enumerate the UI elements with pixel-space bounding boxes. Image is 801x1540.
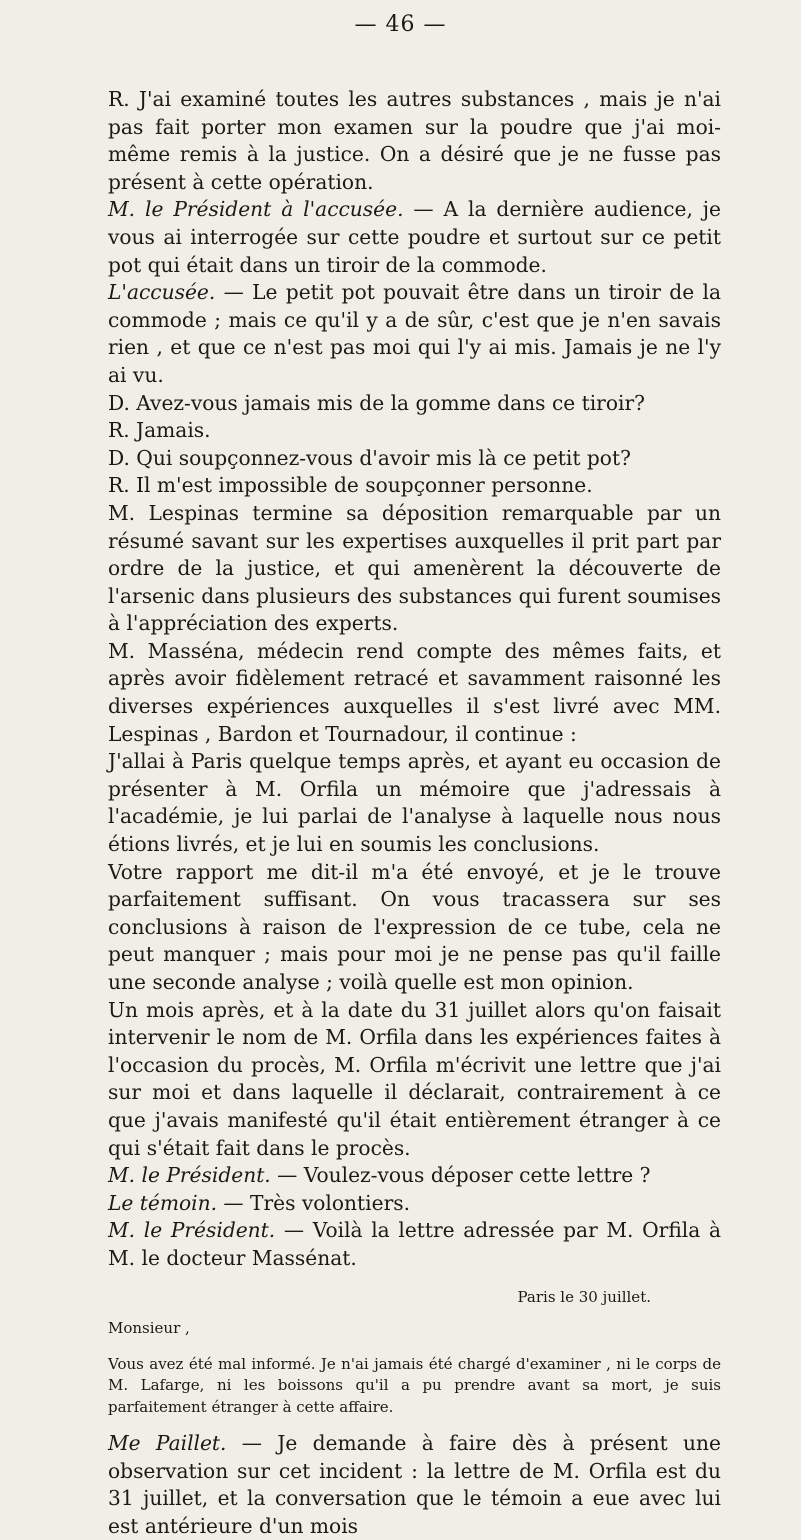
paragraph: M. Lespinas termine sa déposition remarquable par un résumé savant sur les expertises auxquelles il prit part par ordre de la justice, et qui amenèrent la découverte de l'arsenic dans plusieurs des substances qui furent soumises à l'appréciation des experts. xyxy=(108,500,721,636)
paragraph: J'allai à Paris quelque temps après, et ayant eu occasion de présenter à M. Orfila un mémoire que j'adressais à l'académie, je lui parlai de l'analyse à laquelle nous nous étions livrés, et je lui en soumis les conclusions. xyxy=(108,749,721,857)
paragraph: M. le Président. — Voilà la lettre adressée par M. Orfila à M. le docteur Massénat. xyxy=(108,1218,721,1270)
paragraph: Votre rapport me dit-il m'a été envoyé, et je le trouve parfaitement suffisant. On vous tracassera sur ses conclusions à raison de l'expression de ce tube, cela ne peut manquer ; mais pour moi je ne pense pas qu'il faille une seconde analyse ; voilà quelle est mon opinion. xyxy=(108,859,721,994)
paragraph: M. Masséna, médecin rend compte des mêmes faits, et après avoir fidèlement retracé et savamment raisonné les diverses expériences auxquelles il s'est livré avec MM. Lespinas , Bardon et Tournadour, il continue : xyxy=(108,638,721,746)
speaker-label: L'accusée. xyxy=(108,280,216,305)
paragraph: R. Il m'est impossible de soupçonner personne. xyxy=(108,473,593,498)
speaker-label: Me Paillet. xyxy=(108,1431,227,1456)
paragraph: Un mois après, et à la date du 31 juillet alors qu'on faisait intervenir le nom de M. Orfila dans les expériences faites à l'occasion du procès, M. Orfila m'écrivit une lettre que j'ai sur moi et dans laquelle il déclarait, contrairement à ce que j'avais manifesté qu'il était entièrement étranger à ce qui s'était fait dans le procès. xyxy=(108,997,721,1160)
paragraph: Me Paillet. — Je demande à faire dès à présent une observation sur cet incident : la lettre de M. Orfila est du 31 juillet, et la conversation que le témoin a eue avec lui est antérieure d'un mois xyxy=(108,1431,721,1538)
paragraph: R. Jamais. xyxy=(108,418,211,443)
speaker-label: Le témoin. xyxy=(108,1190,218,1215)
letter-dateline: Paris le 30 juillet. xyxy=(517,1287,651,1306)
paragraph: L'accusée. — Le petit pot pouvait être dans un tiroir de la commode ; mais ce qu'il y a de sûr, c'est que je n'en savais rien , et que ce n'est pas moi qui l'y ai mis. Jamais je ne l'y ai vu. xyxy=(108,280,721,387)
page-number: — 46 — xyxy=(354,12,447,37)
speaker-label: M. le Président. xyxy=(108,1218,276,1243)
letter-body: Vous avez été mal informé. Je n'ai jamais été chargé d'examiner , ni le corps de M. Lafarge, ni les boissons qu'il a pu prendre avant sa mort, je suis parfaitement étranger à cette affaire. xyxy=(108,1354,721,1416)
speaker-label: M. le Président à l'accusée. xyxy=(108,197,404,222)
paragraph: D. Avez-vous jamais mis de la gomme dans ce tiroir? xyxy=(108,390,645,415)
paragraph: D. Qui soupçonnez-vous d'avoir mis là ce petit pot? xyxy=(108,445,631,470)
paragraph: R. J'ai examiné toutes les autres substances , mais je n'ai pas fait porter mon examen sur la poudre que j'ai moi-même remis à la justice. On a désiré que je ne fusse pas présent à cette opération. xyxy=(108,87,721,194)
paragraph: Le témoin. — Très volontiers. xyxy=(108,1190,410,1215)
paragraph: M. le Président à l'accusée. — A la dernière audience, je vous ai interrogée sur cette poudre et surtout sur ce petit pot qui était dans un tiroir de la commode. xyxy=(108,197,721,277)
page-text xyxy=(108,0,721,1540)
letter-salutation: Monsieur , xyxy=(108,1319,190,1338)
speaker-label: M. le Président. xyxy=(108,1163,271,1188)
paragraph: M. le Président. — Voulez-vous déposer cette lettre ? xyxy=(108,1163,651,1188)
